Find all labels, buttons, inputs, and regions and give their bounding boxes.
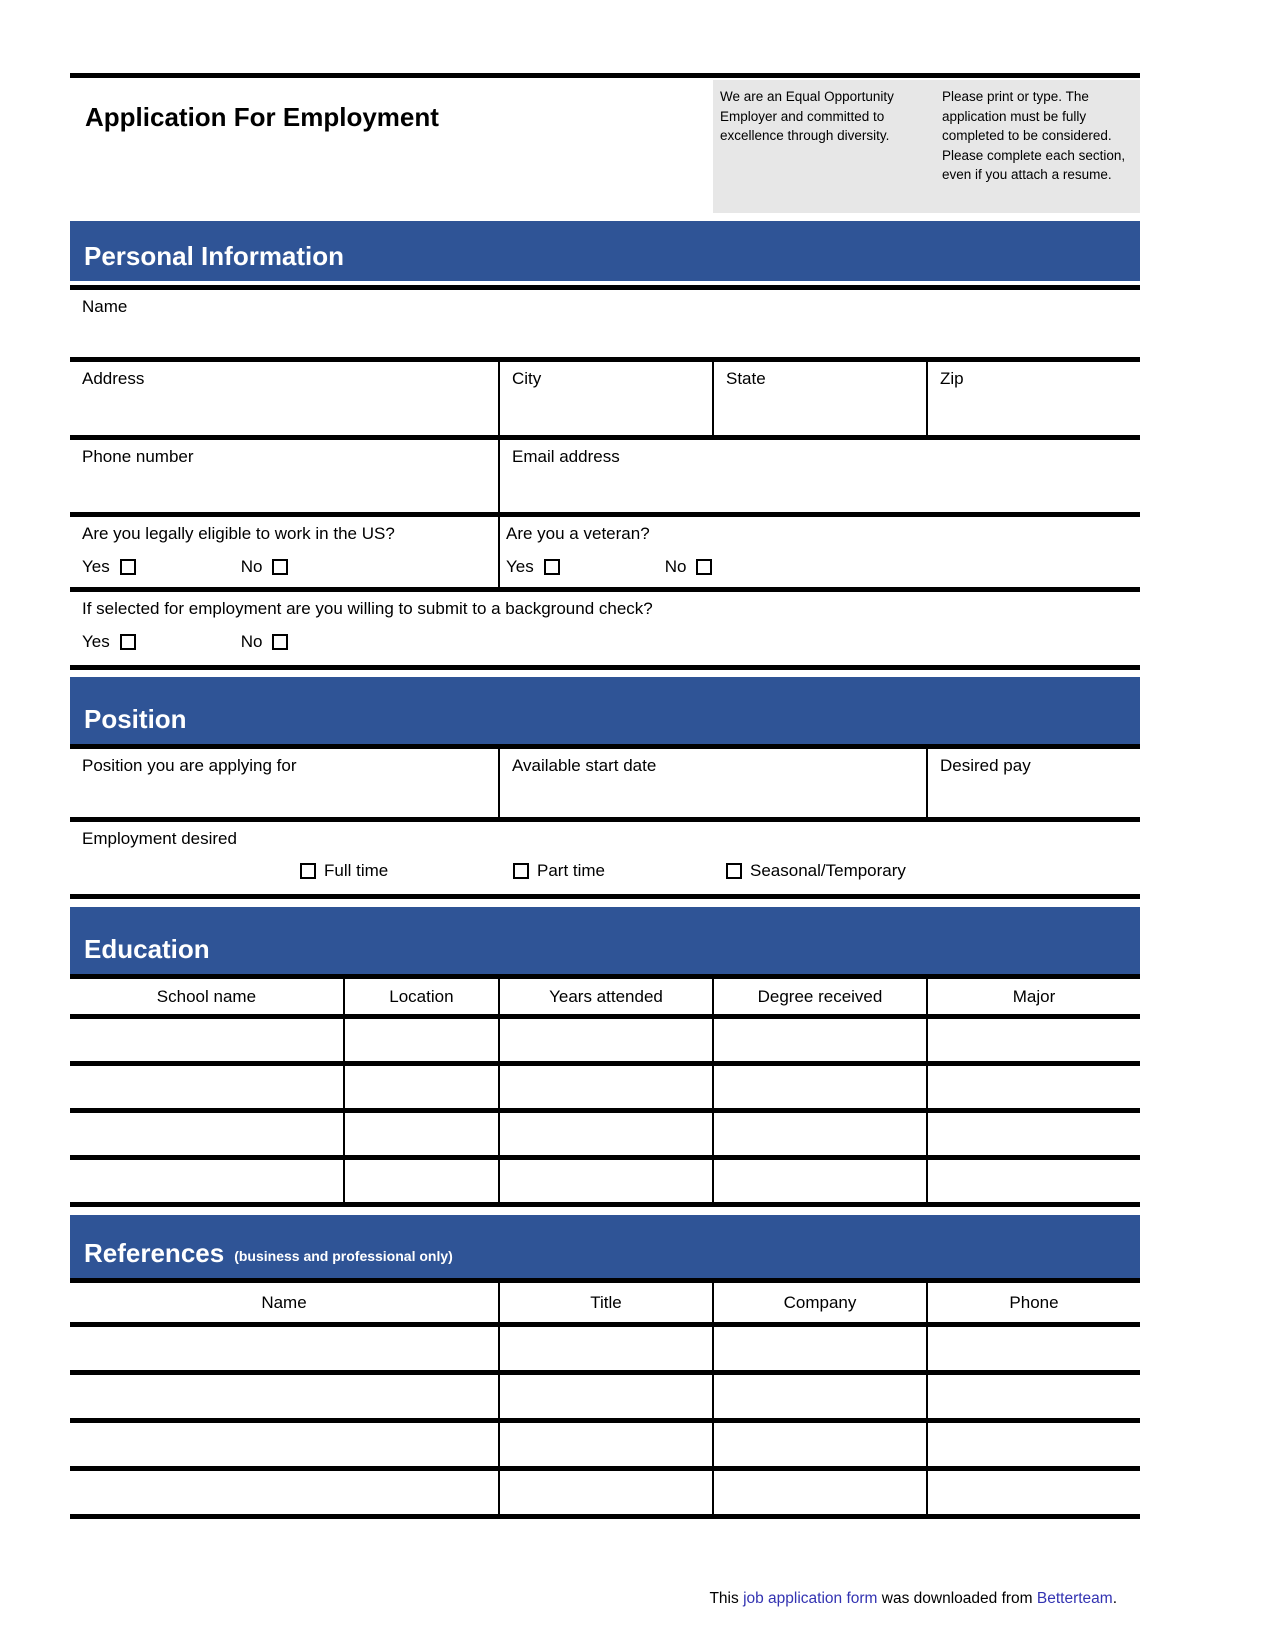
eligible-no-checkbox[interactable]	[272, 559, 288, 575]
no-label: No	[240, 632, 263, 651]
email-label: Email address	[512, 447, 620, 466]
betterteam-link[interactable]: Betterteam	[1036, 1590, 1113, 1607]
background-check-answers	[82, 632, 1128, 652]
address-label: Address	[82, 369, 145, 388]
education-degree-cell[interactable]	[712, 1113, 926, 1155]
column-header-name: Name	[261, 1292, 307, 1312]
employment-options	[82, 861, 1128, 881]
zip-field[interactable]	[926, 362, 1140, 435]
reference-title-cell[interactable]	[498, 1423, 712, 1466]
footer-text-suffix: .	[1112, 1590, 1117, 1607]
part-time-label: Part time	[537, 861, 606, 880]
zip-label: Zip	[940, 369, 964, 388]
education-header-row	[70, 979, 1140, 1019]
position-fields-row	[70, 749, 1140, 822]
reference-title-cell[interactable]	[498, 1375, 712, 1418]
no-label: No	[664, 557, 687, 576]
work-eligibility-question: Are you legally eligible to work in the US?	[82, 524, 395, 543]
education-school-cell[interactable]	[70, 1019, 343, 1061]
education-school-cell[interactable]	[70, 1113, 343, 1155]
desired-pay-label: Desired pay	[940, 756, 1031, 775]
start-date-field[interactable]	[498, 749, 926, 817]
name-row	[70, 290, 1140, 362]
section-title: Education	[84, 934, 210, 964]
veteran-answers	[506, 557, 1128, 577]
work-eligibility-answers	[82, 557, 486, 577]
education-empty-row	[70, 1160, 1140, 1207]
column-header-location: Location	[343, 979, 498, 1014]
full-time-option	[300, 861, 513, 881]
education-location-cell[interactable]	[343, 1019, 498, 1061]
section-header-position	[70, 677, 1140, 744]
state-label: State	[726, 369, 766, 388]
part-time-checkbox[interactable]	[513, 863, 529, 879]
form-header	[70, 78, 1140, 213]
section-title: Personal Information	[84, 241, 345, 271]
reference-phone-cell[interactable]	[926, 1327, 1140, 1370]
footer-text-middle: was downloaded from	[877, 1590, 1037, 1607]
references-subtitle: (business and professional only)	[234, 1248, 453, 1264]
section-title: Position	[84, 704, 187, 734]
education-years-cell[interactable]	[498, 1066, 712, 1108]
column-header-years-attended: Years attended	[498, 979, 712, 1014]
education-years-cell[interactable]	[498, 1160, 712, 1202]
position-applying-label: Position you are applying for	[82, 756, 297, 775]
education-location-cell[interactable]	[343, 1066, 498, 1108]
start-date-label: Available start date	[512, 756, 657, 775]
address-row	[70, 362, 1140, 440]
no-group	[241, 632, 289, 652]
column-header-degree-received: Degree received	[712, 979, 926, 1014]
city-field[interactable]	[498, 362, 712, 435]
veteran-question-cell	[498, 517, 1140, 587]
yes-group	[82, 557, 136, 577]
education-major-cell[interactable]	[926, 1066, 1140, 1108]
full-time-label: Full time	[324, 861, 389, 880]
education-table	[70, 974, 1140, 1207]
reference-name-cell[interactable]	[70, 1375, 498, 1418]
yes-group	[82, 632, 136, 652]
column-header-school-name: School name	[156, 986, 257, 1006]
seasonal-checkbox[interactable]	[726, 863, 742, 879]
reference-company-cell[interactable]	[712, 1327, 926, 1370]
phone-label: Phone number	[82, 447, 194, 466]
seasonal-label: Seasonal/Temporary	[750, 861, 906, 880]
work-eligibility-question-cell	[70, 517, 498, 587]
references-header-row	[70, 1283, 1140, 1327]
education-major-cell[interactable]	[926, 1113, 1140, 1155]
veteran-question: Are you a veteran?	[506, 524, 650, 543]
yes-label: Yes	[506, 557, 534, 576]
seasonal-option	[726, 861, 906, 881]
education-degree-cell[interactable]	[712, 1066, 926, 1108]
name-label: Name	[82, 297, 128, 316]
name-field[interactable]	[70, 290, 1140, 357]
footer-text-prefix: This	[709, 1590, 744, 1607]
reference-phone-cell[interactable]	[926, 1471, 1140, 1514]
email-field[interactable]	[498, 440, 1140, 512]
job-application-form-link[interactable]: job application form	[743, 1590, 878, 1607]
education-location-cell[interactable]	[343, 1160, 498, 1202]
reference-title-cell[interactable]	[498, 1327, 712, 1370]
reference-company-cell[interactable]	[712, 1471, 926, 1514]
background-check-question-cell	[70, 592, 1140, 665]
column-header-phone: Phone	[926, 1283, 1140, 1322]
position-table	[70, 744, 1140, 899]
employment-desired-cell	[70, 822, 1140, 894]
reference-phone-cell[interactable]	[926, 1423, 1140, 1466]
education-empty-row	[70, 1066, 1140, 1113]
yes-group	[506, 557, 560, 577]
address-field[interactable]	[70, 362, 498, 435]
education-major-cell[interactable]	[926, 1019, 1140, 1061]
phone-email-row	[70, 440, 1140, 517]
reference-name-cell[interactable]	[70, 1327, 498, 1370]
print-or-type-note: Please print or type. The application must be fully completed to be considered. Please complete each section, even if you attach a resume.	[942, 89, 1126, 182]
education-empty-row	[70, 1113, 1140, 1160]
no-label: No	[240, 557, 263, 576]
background-yes-checkbox[interactable]	[120, 634, 136, 650]
column-header-company: Company	[712, 1283, 926, 1322]
reference-phone-cell[interactable]	[926, 1375, 1140, 1418]
employment-desired-row	[70, 822, 1140, 899]
references-empty-row	[70, 1327, 1140, 1375]
eligibility-row	[70, 517, 1140, 592]
column-header-title: Title	[498, 1283, 712, 1322]
education-years-cell[interactable]	[498, 1113, 712, 1155]
reference-name-cell[interactable]	[70, 1423, 498, 1466]
employment-desired-label: Employment desired	[82, 829, 237, 848]
header-notes-panel	[713, 80, 1140, 213]
education-major-cell[interactable]	[926, 1160, 1140, 1202]
references-empty-row	[70, 1423, 1140, 1471]
position-applying-field[interactable]	[70, 749, 498, 817]
references-table	[70, 1278, 1140, 1519]
reference-name-cell[interactable]	[70, 1471, 498, 1514]
no-group	[665, 557, 713, 577]
education-school-cell[interactable]	[70, 1160, 343, 1202]
section-title: References	[84, 1238, 225, 1268]
background-check-row	[70, 592, 1140, 670]
background-check-question: If selected for employment are you willing to submit to a background check?	[82, 599, 653, 618]
desired-pay-field[interactable]	[926, 749, 1140, 817]
reference-company-cell[interactable]	[712, 1375, 926, 1418]
download-attribution	[709, 1590, 1117, 1608]
education-school-cell[interactable]	[70, 1066, 343, 1108]
yes-label: Yes	[82, 632, 110, 651]
veteran-no-checkbox[interactable]	[696, 559, 712, 575]
education-degree-cell[interactable]	[712, 1019, 926, 1061]
references-empty-row	[70, 1375, 1140, 1423]
page-title: Application For Employment	[85, 102, 439, 132]
education-years-cell[interactable]	[498, 1019, 712, 1061]
state-field[interactable]	[712, 362, 926, 435]
section-header-references	[70, 1215, 1140, 1278]
equal-opportunity-note: We are an Equal Opportunity Employer and committed to excellence through diversity.	[720, 89, 894, 143]
part-time-option	[513, 861, 726, 881]
education-degree-cell[interactable]	[712, 1160, 926, 1202]
yes-label: Yes	[82, 557, 110, 576]
section-header-education	[70, 907, 1140, 974]
references-empty-row	[70, 1471, 1140, 1519]
education-location-cell[interactable]	[343, 1113, 498, 1155]
personal-information-table	[70, 285, 1140, 670]
no-group	[241, 557, 289, 577]
veteran-yes-checkbox[interactable]	[544, 559, 560, 575]
full-time-checkbox[interactable]	[300, 863, 316, 879]
education-empty-row	[70, 1019, 1140, 1066]
phone-field[interactable]	[70, 440, 498, 512]
section-header-personal-information	[70, 221, 1140, 281]
reference-company-cell[interactable]	[712, 1423, 926, 1466]
eligible-yes-checkbox[interactable]	[120, 559, 136, 575]
city-label: City	[512, 369, 542, 388]
background-no-checkbox[interactable]	[272, 634, 288, 650]
column-header-major: Major	[926, 979, 1140, 1014]
reference-title-cell[interactable]	[498, 1471, 712, 1514]
